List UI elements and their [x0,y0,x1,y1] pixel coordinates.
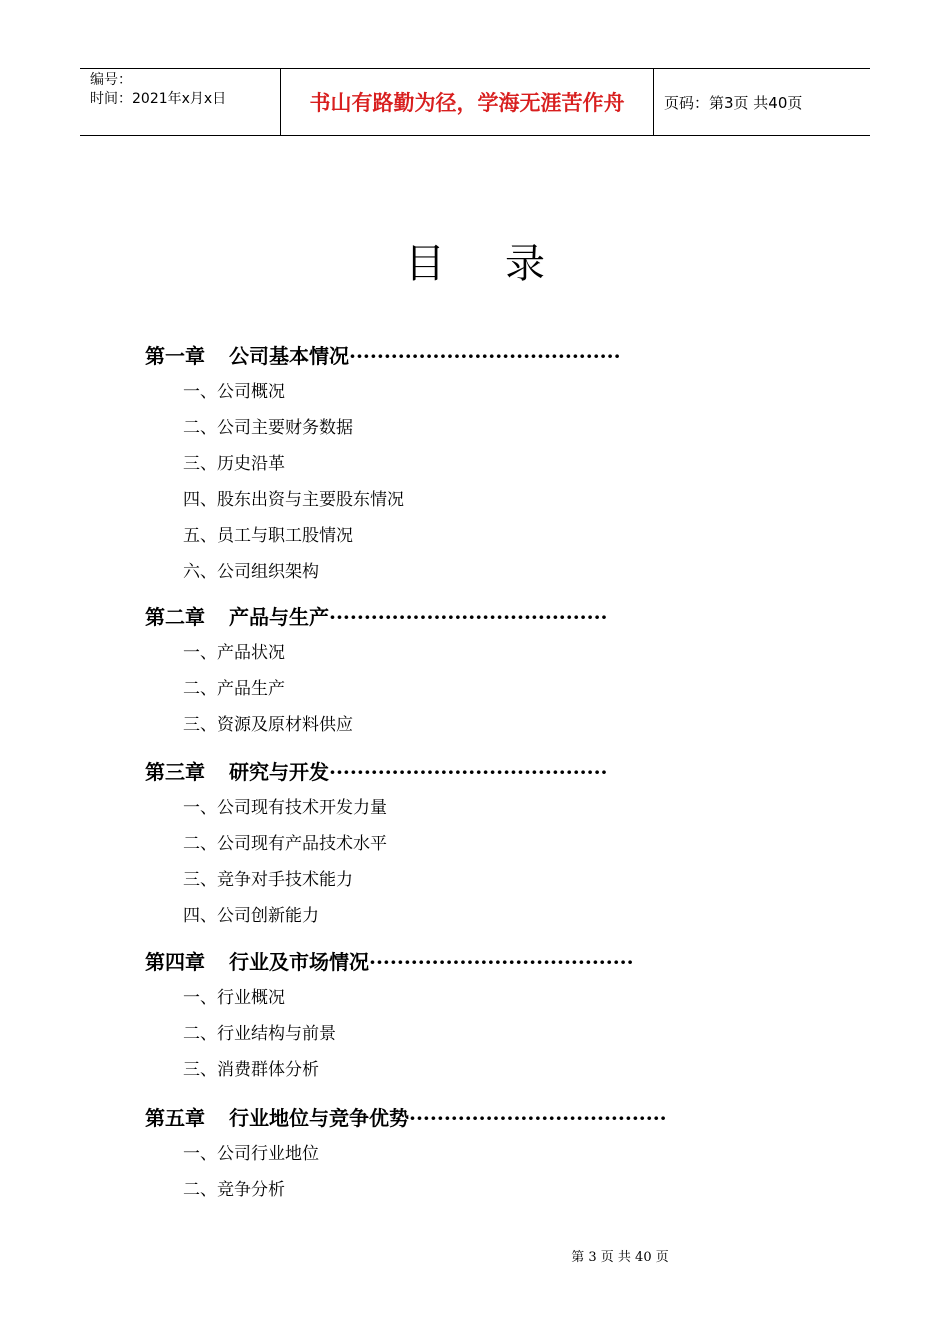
chapter-leader-dots: ······································ [369,950,634,974]
toc-item[interactable]: 一、公司现有技术开发力量 [183,798,387,818]
toc-item[interactable]: 一、行业概况 [183,988,285,1008]
chapter-number: 第四章 [145,950,205,974]
toc-item[interactable]: 六、公司组织架构 [183,562,319,582]
toc-item[interactable]: 四、股东出资与主要股东情况 [183,490,404,510]
chapter-number: 第五章 [145,1106,205,1130]
chapter-number: 第一章 [145,344,205,368]
toc-item[interactable]: 一、公司行业地位 [183,1144,319,1164]
page-footer: 第 3 页 共 40 页 [571,1250,669,1265]
chapter-leader-dots: ····································· [409,1106,667,1130]
toc-chapter[interactable] [145,338,845,374]
toc-item[interactable]: 一、公司概况 [183,382,285,402]
chapter-leader-dots: ······································· [349,344,621,368]
chapter-name: 行业地位与竞争优势 [229,1106,409,1130]
header-motto: 书山有路勤为径，学海无涯苦作舟 [281,69,654,135]
toc-item[interactable]: 二、竞争分析 [183,1180,285,1200]
toc-item[interactable]: 五、员工与职工股情况 [183,526,353,546]
toc-chapter[interactable] [145,1100,845,1136]
toc-chapter[interactable] [145,944,845,980]
chapter-number: 第二章 [145,605,205,629]
number-label: 编号： [90,72,132,88]
chapter-name: 公司基本情况 [229,344,349,368]
toc-item[interactable]: 二、行业结构与前景 [183,1024,336,1044]
chapter-number: 第三章 [145,760,205,784]
header-page-info: 页码：第3页 共40页 [664,93,803,112]
time-label: 时间：2021年x月x日 [90,91,227,107]
page-header [80,68,870,136]
chapter-name: 研究与开发 [229,760,329,784]
toc-item[interactable]: 三、竞争对手技术能力 [183,870,353,890]
chapter-leader-dots: ········································ [329,605,608,629]
toc-item[interactable]: 三、消费群体分析 [183,1060,319,1080]
table-of-contents [145,338,845,1208]
header-meta [80,69,281,135]
toc-chapter[interactable] [145,754,845,790]
chapter-leader-dots: ········································ [329,760,608,784]
page-title: 目录 [405,241,605,287]
toc-item[interactable]: 三、资源及原材料供应 [183,715,353,735]
chapter-name: 产品与生产 [229,605,329,629]
toc-item[interactable]: 二、公司现有产品技术水平 [183,834,387,854]
toc-item[interactable]: 一、产品状况 [183,643,285,663]
toc-item[interactable]: 四、公司创新能力 [183,906,319,926]
toc-item[interactable]: 二、公司主要财务数据 [183,418,353,438]
toc-chapter[interactable] [145,599,845,635]
chapter-name: 行业及市场情况 [229,950,369,974]
toc-item[interactable]: 二、产品生产 [183,679,285,699]
toc-item[interactable]: 三、历史沿革 [183,454,285,474]
